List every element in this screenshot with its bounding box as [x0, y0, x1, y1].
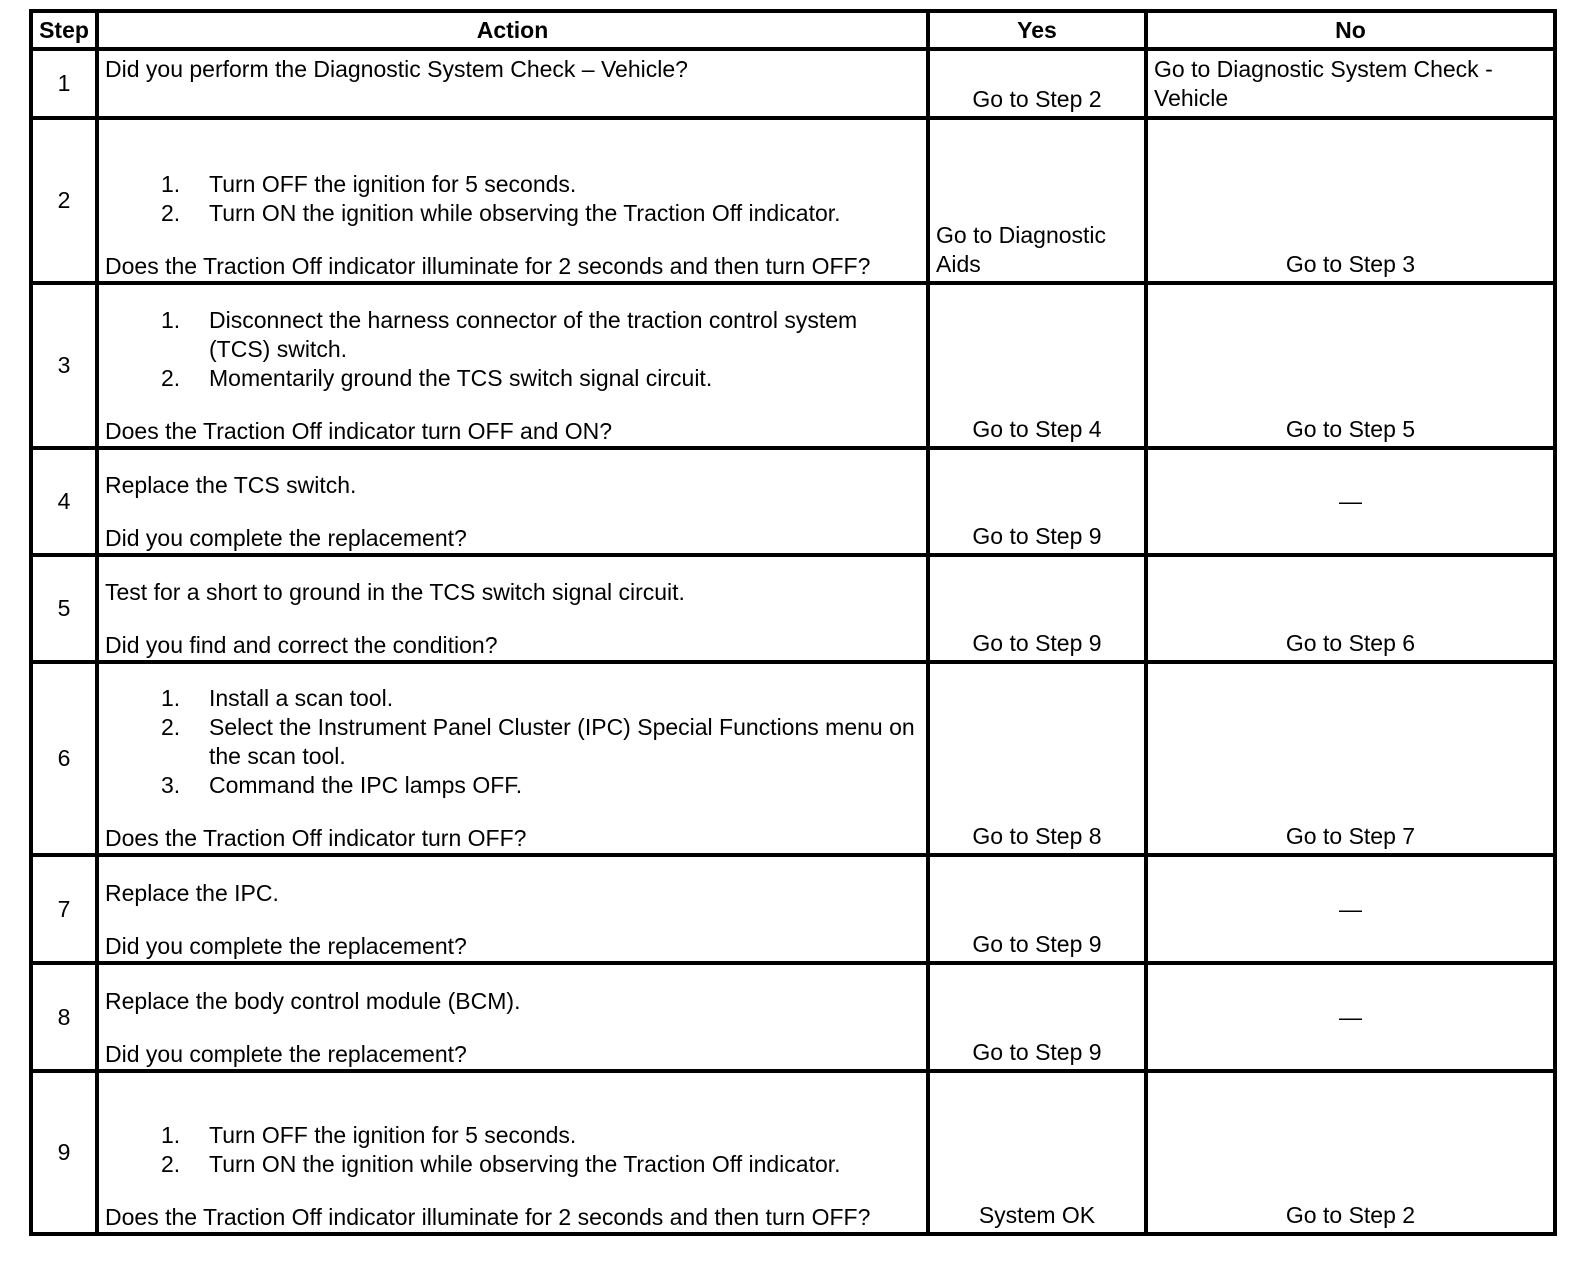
action-cell — [97, 448, 928, 555]
step-number: 1 — [31, 49, 97, 118]
step-number: 4 — [31, 448, 97, 555]
no-result: Go to Step 6 — [1146, 555, 1555, 662]
step-number: 2 — [31, 118, 97, 283]
action-instruction: Replace the IPC. — [105, 880, 279, 906]
header-step: Step — [31, 11, 97, 49]
yes-result: Go to Step 9 — [928, 855, 1146, 963]
yes-result: Go to Step 2 — [928, 49, 1146, 118]
action-question: Does the Traction Off indicator illuminate for 2 seconds and then turn OFF? — [105, 1204, 871, 1230]
action-question: Did you find and correct the condition? — [105, 632, 498, 658]
action-cell — [97, 1071, 928, 1234]
instruction-item: 1. Disconnect the harness connector of the traction control system (TCS) switch. — [161, 307, 858, 362]
yes-result: System OK — [928, 1071, 1146, 1234]
action-instruction: Replace the body control module (BCM). — [105, 988, 521, 1014]
table-row — [31, 662, 1555, 855]
action-cell — [97, 963, 928, 1071]
action-cell — [97, 118, 928, 283]
table-row — [31, 855, 1555, 963]
table-row — [31, 49, 1555, 118]
instruction-list — [105, 684, 920, 800]
instruction-list — [105, 306, 920, 393]
step-number: 5 — [31, 555, 97, 662]
no-result: — — [1146, 855, 1555, 963]
action-instruction: Replace the TCS switch. — [105, 472, 357, 498]
action-question: Does the Traction Off indicator turn OFF? — [105, 825, 527, 851]
action-question: Did you complete the replacement? — [105, 1041, 467, 1067]
yes-result: Go to Step 9 — [928, 448, 1146, 555]
action-question: Did you perform the Diagnostic System Check – Vehicle? — [105, 56, 688, 82]
instruction-item: 3. Command the IPC lamps OFF. — [161, 772, 523, 798]
instruction-item: 2. Select the Instrument Panel Cluster (IPC) Special Functions menu on the scan tool. — [161, 714, 915, 769]
action-question: Did you complete the replacement? — [105, 525, 467, 551]
header-row — [31, 11, 1555, 49]
action-cell — [97, 662, 928, 855]
no-result: Go to Step 5 — [1146, 283, 1555, 448]
yes-result: Go to Step 4 — [928, 283, 1146, 448]
instruction-item: 1. Turn OFF the ignition for 5 seconds. — [161, 1122, 577, 1148]
no-result: — — [1146, 963, 1555, 1071]
no-result: Go to Step 2 — [1146, 1071, 1555, 1234]
no-result: Go to Diagnostic System Check - Vehicle — [1146, 49, 1555, 118]
instruction-item: 2. Momentarily ground the TCS switch signal circuit. — [161, 365, 713, 391]
table-row — [31, 448, 1555, 555]
action-question: Did you complete the replacement? — [105, 933, 467, 959]
step-number: 8 — [31, 963, 97, 1071]
table-row — [31, 555, 1555, 662]
step-number: 3 — [31, 283, 97, 448]
action-question: Does the Traction Off indicator illuminate for 2 seconds and then turn OFF? — [105, 253, 871, 279]
action-cell — [97, 283, 928, 448]
action-instruction: Test for a short to ground in the TCS switch signal circuit. — [105, 579, 685, 605]
action-cell — [97, 555, 928, 662]
instruction-item: 1. Turn OFF the ignition for 5 seconds. — [161, 171, 577, 197]
yes-result: Go to Step 8 — [928, 662, 1146, 855]
table-row — [31, 1071, 1555, 1234]
table-row — [31, 283, 1555, 448]
instruction-list — [105, 170, 920, 228]
no-result: Go to Step 3 — [1146, 118, 1555, 283]
action-cell — [97, 855, 928, 963]
instruction-item: 2. Turn ON the ignition while observing the Traction Off indicator. — [161, 200, 841, 226]
step-number: 9 — [31, 1071, 97, 1234]
yes-result: Go to Step 9 — [928, 555, 1146, 662]
header-action: Action — [97, 11, 928, 49]
step-number: 6 — [31, 662, 97, 855]
header-yes: Yes — [928, 11, 1146, 49]
yes-result: Go to Step 9 — [928, 963, 1146, 1071]
instruction-item: 1. Install a scan tool. — [161, 685, 394, 711]
yes-result: Go to Diagnostic Aids — [928, 118, 1146, 283]
diagnostic-table — [29, 9, 1557, 1236]
action-cell — [97, 49, 928, 118]
action-question: Does the Traction Off indicator turn OFF and ON? — [105, 418, 613, 444]
instruction-list — [105, 1121, 920, 1179]
no-result: Go to Step 7 — [1146, 662, 1555, 855]
step-number: 7 — [31, 855, 97, 963]
instruction-item: 2. Turn ON the ignition while observing the Traction Off indicator. — [161, 1151, 841, 1177]
no-result: — — [1146, 448, 1555, 555]
table-row — [31, 118, 1555, 283]
table-row — [31, 963, 1555, 1071]
header-no: No — [1146, 11, 1555, 49]
